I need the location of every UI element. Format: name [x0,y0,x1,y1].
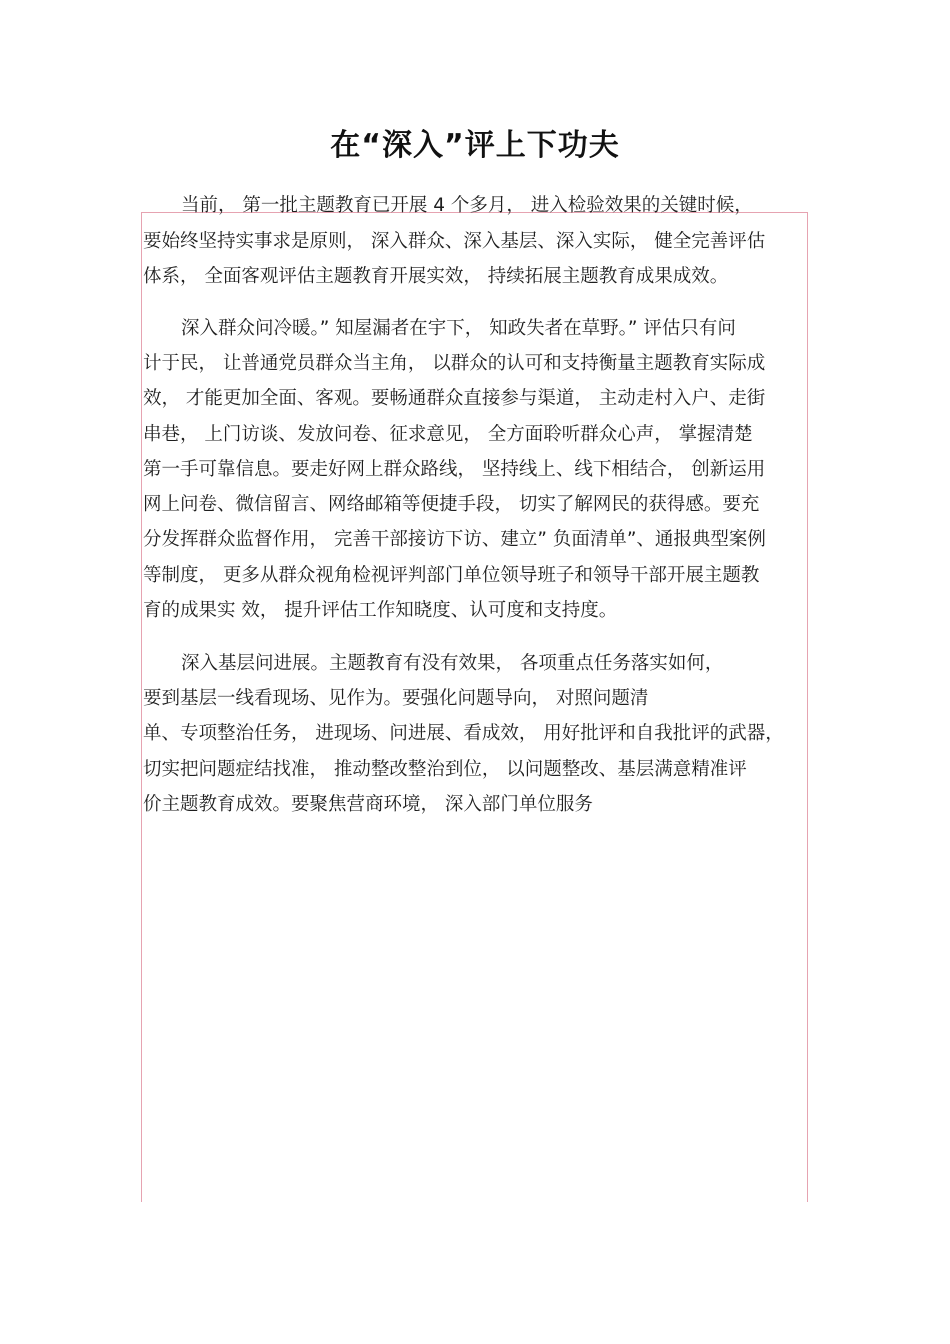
paragraph-3-line-3: 单、专项整治任务， 进现场、问进展、看成效， 用好批评和自我批评的武器， [143,723,784,744]
paragraph-2-line-1: 深入群众问冷暖。” 知屋漏者在宇下， 知政失者在草野。” 评估只有问 [181,318,736,339]
paragraph-3-line-5: 价主题教育成效。要聚焦营商环境， 深入部门单位服务 [143,794,593,815]
paragraph-2-line-7: 分发挥群众监督作用， 完善干部接访下访、建立” 负面清单”、通报典型案例 [143,529,766,550]
paragraph-1-line-1: 当前， 第一批主题教育已开展 4 个多月， 进入检验效果的关键时候， [181,195,753,216]
paragraph-2-line-4: 串巷， 上门访谈、发放问卷、征求意见， 全方面聆听群众心声， 掌握清楚 [143,424,753,445]
paragraph-2-line-2: 计于民， 让普通党员群众当主角， 以群众的认可和支持衡量主题教育实际成 [143,353,766,374]
document-title: 在“深入”评上下功夫 [330,128,620,163]
paragraph-2-line-3: 效， 才能更加全面、客观。要畅通群众直接参与渠道， 主动走村入户、走街 [143,388,766,409]
paragraph-3-line-4: 切实把问题症结找准， 推动整改整治到位， 以问题整改、基层满意精准评 [143,759,747,780]
paragraph-3-line-2: 要到基层一线看现场、见作为。要强化问题导向， 对照问题清 [143,688,649,709]
paragraph-2-line-9: 育的成果实 效， 提升评估工作知晓度、认可度和支持度。 [143,600,618,621]
paragraph-2-line-8: 等制度， 更多从群众视角检视评判部门单位领导班子和领导干部开展主题教 [143,565,760,586]
paragraph-1-line-3: 体系， 全面客观评估主题教育开展实效， 持续拓展主题教育成果成效。 [143,266,729,287]
paragraph-1-line-2: 要始终坚持实事求是原则， 深入群众、深入基层、深入实际， 健全完善评估 [143,231,766,252]
paragraph-3-line-1: 深入基层问进展。主题教育有没有效果， 各项重点任务落实如何， [181,653,724,674]
paragraph-2-line-6: 网上问卷、微信留言、网络邮箱等便捷手段， 切实了解网民的获得感。要充 [143,494,760,515]
paragraph-2-line-5: 第一手可靠信息。要走好网上群众路线， 坚持线上、线下相结合， 创新运用 [143,459,766,480]
